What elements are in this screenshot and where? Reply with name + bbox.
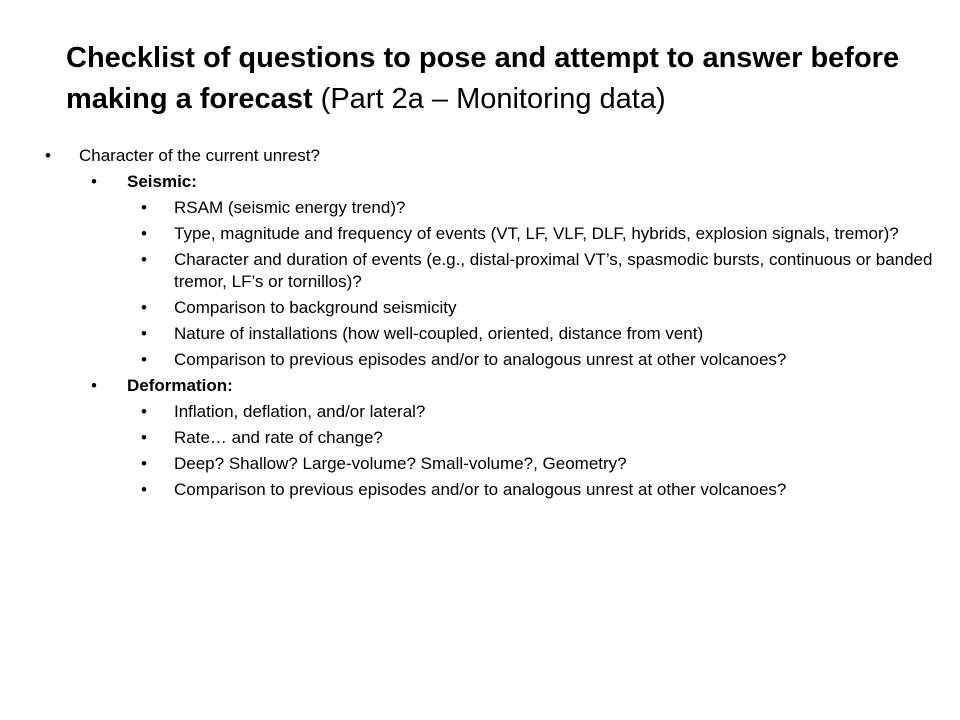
bullet: • (141, 250, 147, 269)
bullet: • (141, 198, 147, 217)
item-text: Comparison to previous episodes and/or to analogous unrest at other volcanoes? (174, 350, 787, 369)
bullet: • (91, 172, 97, 191)
heading-text: Deformation: (127, 376, 233, 395)
title-normal-text: (Part 2a – Monitoring data) (312, 83, 666, 115)
list-item (0, 427, 934, 449)
list-item (0, 479, 934, 501)
item-text: Comparison to background seismicity (174, 298, 457, 317)
item-text: Nature of installations (how well-coupled, oriented, distance from vent) (174, 324, 704, 343)
heading-text: Seismic: (127, 172, 197, 191)
title-bold-text: Checklist of questions to pose and attempt to answer before making a forecast (66, 42, 900, 115)
list-item (0, 349, 934, 371)
list-item (0, 249, 934, 293)
item-text: RSAM (seismic energy trend)? (174, 198, 406, 217)
bullet: • (91, 376, 97, 395)
list-item (0, 323, 934, 345)
bullet: • (45, 146, 51, 165)
bullet: • (141, 402, 147, 421)
bullet: • (141, 350, 147, 369)
bullet-list (0, 145, 960, 505)
item-text: Type, magnitude and frequency of events (VT, LF, VLF, DLF, hybrids, explosion signals, tremor)? (174, 224, 899, 243)
bullet: • (141, 298, 147, 317)
list-item (0, 145, 960, 167)
slide-title (66, 38, 926, 120)
item-text: Character and duration of events (e.g., distal-proximal VT’s, spasmodic bursts, continuous or banded tremor, LF’s or tornillos)? (174, 250, 933, 291)
list-item (0, 453, 934, 475)
bullet: • (141, 324, 147, 343)
list-item (0, 197, 934, 219)
bullet: • (141, 480, 147, 499)
bullet: • (141, 454, 147, 473)
item-text: Character of the current unrest? (79, 146, 320, 165)
item-text: Deep? Shallow? Large-volume? Small-volume?, Geometry? (174, 454, 627, 473)
list-item (0, 297, 934, 319)
list-item (0, 401, 934, 423)
bullet: • (141, 224, 147, 243)
item-text: Comparison to previous episodes and/or to analogous unrest at other volcanoes? (174, 480, 787, 499)
bullet: • (141, 428, 147, 447)
section-heading-seismic (0, 171, 960, 193)
list-item (0, 223, 934, 245)
section-heading-deformation (0, 375, 960, 397)
item-text: Rate… and rate of change? (174, 428, 383, 447)
item-text: Inflation, deflation, and/or lateral? (174, 402, 426, 421)
